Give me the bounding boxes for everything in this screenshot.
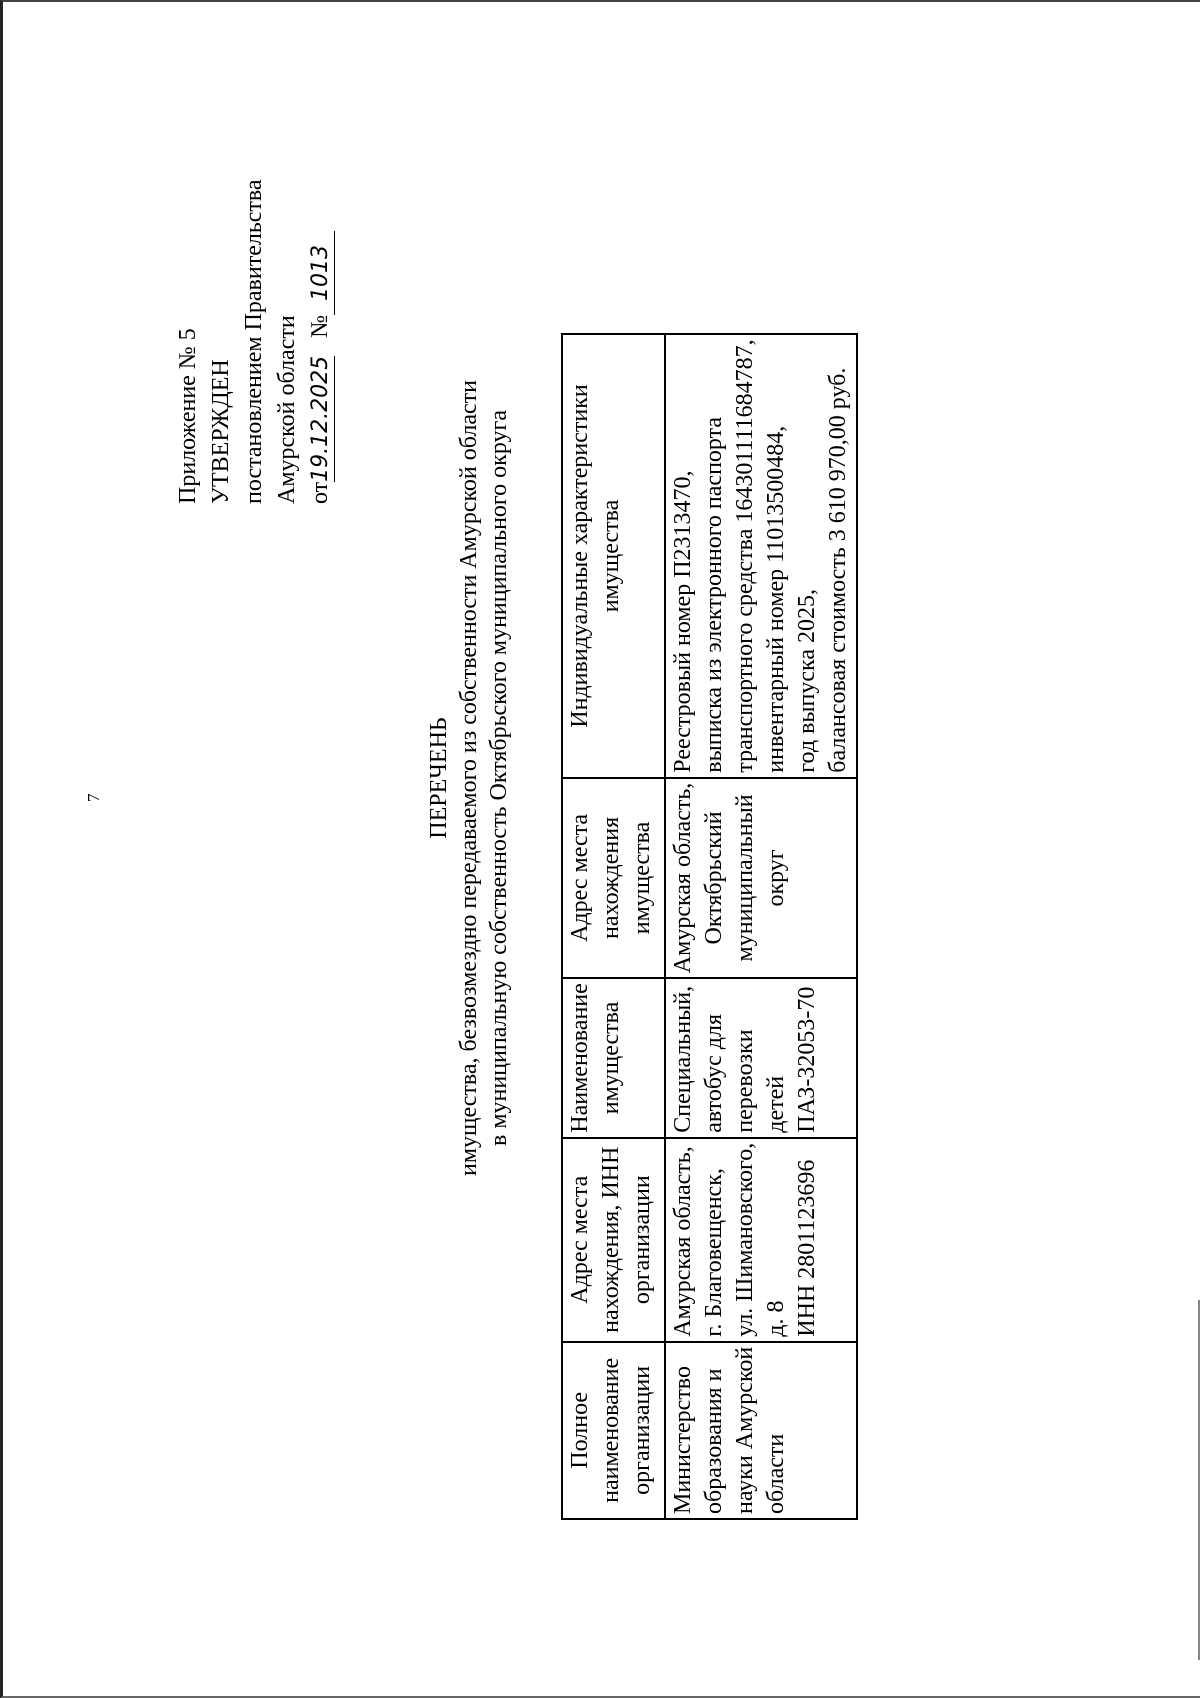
approved-label: УТВЕРЖДЕН <box>208 359 234 504</box>
header-text: имущества <box>598 499 624 613</box>
header-text: нахождения, ИНН <box>598 1146 624 1333</box>
cell-text: детей <box>763 1075 789 1133</box>
cell-text: округ <box>763 849 789 907</box>
title-heading: ПЕРЕЧЕНЬ <box>426 717 452 839</box>
header-property-address <box>562 778 665 979</box>
header-text: Полное <box>567 1391 593 1469</box>
cell-text: Специальный, <box>670 985 696 1133</box>
cell-text: балансовая стоимость 3 610 970,00 руб. <box>825 367 851 773</box>
title-line-2: в муниципальную собственность Октябрьского муниципального округа <box>486 409 512 1147</box>
cell-text: Октябрьский <box>701 811 727 945</box>
cell-text: науки Амурской <box>732 1346 758 1514</box>
table-header-row <box>562 334 665 1519</box>
property-table <box>561 333 858 1520</box>
cell-text: Амурская область, <box>670 782 696 974</box>
header-property-name <box>562 978 665 1138</box>
cell-text: Реестровый номер П2313470, <box>670 470 696 773</box>
header-text: Адрес места <box>567 813 593 942</box>
cell-property-address <box>665 778 857 979</box>
cell-text: транспортного средства 164301111684787, <box>732 339 758 773</box>
cell-text: ИНН 2801123696 <box>794 1159 820 1337</box>
resolution-label: постановлением Правительства <box>241 179 267 504</box>
cell-text: Амурская область, <box>670 1146 696 1337</box>
header-text: организации <box>629 1365 655 1495</box>
cell-org-name <box>665 1342 857 1519</box>
cell-text: ул. Шимановского, <box>732 1142 758 1337</box>
approval-block <box>172 179 337 504</box>
resolution-date: 19.12.2025 <box>308 355 333 482</box>
header-text: Индивидуальные характеристики <box>567 384 593 728</box>
header-property-characteristics <box>562 334 665 777</box>
region-label: Амурской области <box>274 315 300 504</box>
from-prefix: от <box>307 481 333 504</box>
document-title <box>424 258 514 1298</box>
header-text: организации <box>629 1175 655 1305</box>
cell-org-address <box>665 1138 857 1342</box>
header-text: имущества <box>598 1001 624 1115</box>
cell-text: год выпуска 2025, <box>794 589 820 773</box>
number-prefix: № <box>307 314 333 338</box>
cell-property-name <box>665 978 857 1138</box>
header-text: имущества <box>629 821 655 935</box>
header-org-address <box>562 1138 665 1342</box>
cell-text: автобус для <box>701 1013 727 1133</box>
header-text: Адрес места <box>567 1175 593 1304</box>
title-line-1: имущества, безвозмездно передаваемого из собственности Амурской области <box>456 380 482 1177</box>
cell-text: выписка из электронного паспорта <box>701 416 727 773</box>
header-text: Наименование <box>567 983 593 1133</box>
header-org-name <box>562 1342 665 1519</box>
appendix-label: Приложение № 5 <box>175 328 201 504</box>
cell-text: перевозки <box>732 1029 758 1133</box>
date-number-line <box>304 179 337 504</box>
cell-text: инвентарный номер 11013500484, <box>763 425 789 773</box>
cell-text: Министерство <box>670 1366 696 1514</box>
resolution-number: 1013 <box>308 231 335 315</box>
cell-text: ПАЗ-32053-70 <box>794 986 820 1133</box>
cell-text: г. Благовещенск, <box>701 1168 727 1337</box>
header-text: нахождения <box>598 816 624 940</box>
page-number: 7 <box>84 793 103 802</box>
cell-text: д. 8 <box>763 1300 789 1337</box>
table-row <box>665 334 857 1519</box>
cell-text: муниципальный <box>732 794 758 962</box>
cell-property-characteristics <box>665 334 857 777</box>
cell-text: области <box>763 1433 789 1514</box>
header-text: наименование <box>598 1357 624 1503</box>
cell-text: образования и <box>701 1368 727 1514</box>
